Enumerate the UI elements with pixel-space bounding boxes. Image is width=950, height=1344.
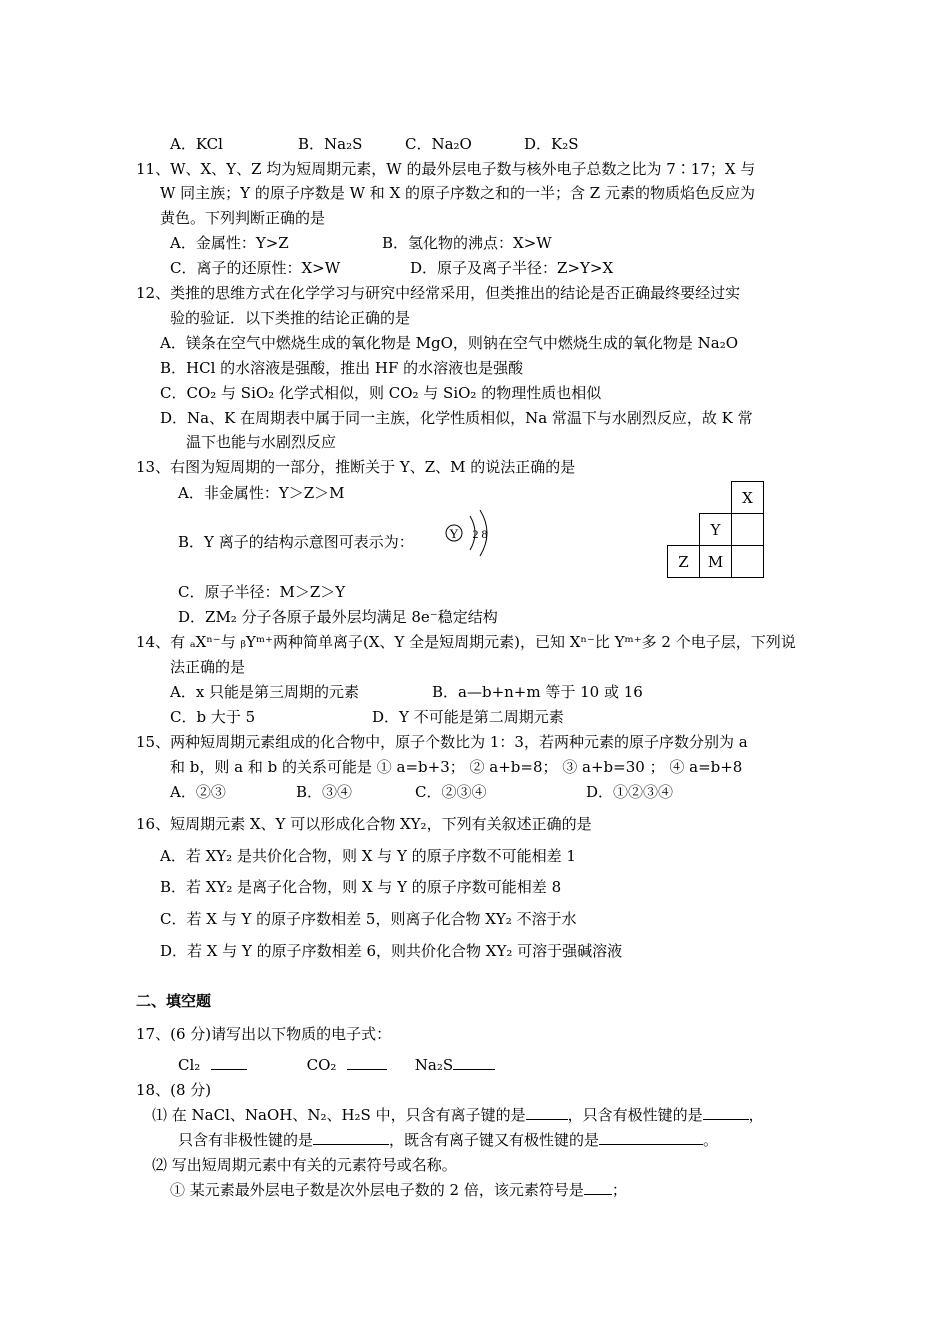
q18-part1-line2 — [178, 1130, 718, 1150]
q14-option-d: D．Y 不可能是第二周期元素 — [372, 708, 564, 726]
q17-stem: 17、(6 分)请写出以下物质的电子式： — [136, 1025, 392, 1043]
formula-cl2: Cl₂ — [178, 1056, 201, 1074]
formula-co2: CO₂ — [306, 1056, 337, 1074]
empty-cell — [668, 514, 700, 546]
q12-option-d-line2: 温下也能与水剧烈反应 — [186, 433, 337, 451]
answer-blank-ionic-only[interactable] — [526, 1105, 568, 1120]
empty-cell — [668, 482, 700, 514]
periodic-table-fragment — [667, 481, 771, 579]
q11-option-d: D．原子及离子半径：Z>Y>X — [410, 259, 614, 277]
ion-structure-diagram — [440, 508, 496, 560]
nucleus-symbol: Y — [449, 526, 459, 541]
q18-stem: 18、(8 分) — [136, 1081, 212, 1099]
q14-stem-line2: 法正确的是 — [170, 658, 246, 676]
q11-stem-line1: 11、W、X、Y、Z 均为短周期元素，W 的最外层电子数与核外电子总数之比为 7∶17；X 与 — [136, 160, 756, 178]
q18-part1-text-c: ， — [748, 1106, 764, 1124]
q18-part1-text-e: ，既含有离子键又有极性键的是 — [389, 1131, 600, 1149]
q18-part2-stem: ⑵ 写出短周期元素中有关的元素符号或名称。 — [152, 1156, 457, 1174]
q13-option-d: D．ZM₂ 分子各原子最外层均满足 8e⁻稳定结构 — [178, 608, 498, 626]
q12-stem-line1: 12、类推的思维方式在化学学习与研究中经常采用，但类推出的结论是否正确最终要经过实 — [136, 284, 741, 302]
q15-stem-line1: 15、两种短周期元素组成的化合物中，原子个数比为 1：3，若两种元素的原子序数分别为 a — [136, 733, 748, 751]
answer-blank-na2s[interactable] — [453, 1055, 495, 1070]
q12-option-b: B．HCl 的水溶液是强酸，推出 HF 的水溶液也是强酸 — [160, 359, 524, 377]
periodic-table-grid — [667, 481, 764, 578]
q12-option-d-line1: D．Na、K 在周期表中属于同一主族，化学性质相似，Na 常温下与水剧烈反应，故 K 常 — [160, 409, 753, 427]
section-heading: 二、填空题 — [136, 992, 212, 1010]
cell-z: Z — [668, 546, 700, 578]
answer-blank-nonpolar-only[interactable] — [313, 1130, 389, 1145]
q15-option-c: C．②③④ — [415, 783, 487, 801]
q11-option-a: A．金属性：Y>Z — [170, 234, 289, 252]
q17-blanks-row — [178, 1055, 495, 1075]
q10-option-b: B．Na₂S — [298, 135, 363, 153]
q13-option-a: A．非金属性：Y＞Z＞M — [178, 484, 345, 502]
q18-part1-text-d: 只含有非极性键的是 — [178, 1131, 314, 1149]
q10-option-d: D．K₂S — [524, 135, 579, 153]
q12-option-c: C．CO₂ 与 SiO₂ 化学式相似，则 CO₂ 与 SiO₂ 的物理性质也相似 — [160, 384, 602, 402]
q15-stem-line2: 和 b，则 a 和 b 的关系可能是 ① a=b+3； ② a+b=8； ③ a+b=30 ； ④ a=b+8 — [170, 758, 743, 776]
q12-stem-line2: 验的验证．以下类推的结论正确的是 — [170, 309, 411, 327]
cell-m: M — [700, 546, 732, 578]
formula-na2s: Na₂S — [414, 1056, 454, 1074]
q16-option-d: D．若 X 与 Y 的原子序数相差 6，则共价化合物 XY₂ 可溶于强碱溶液 — [160, 942, 623, 960]
q15-option-d: D．①②③④ — [586, 783, 674, 801]
answer-blank-cl2[interactable] — [211, 1055, 247, 1070]
q18-part1-line1 — [152, 1105, 764, 1125]
answer-blank-ionic-and-polar[interactable] — [599, 1130, 703, 1145]
q18-part1-text-b: ，只含有极性键的是 — [567, 1106, 703, 1124]
q14-option-a: A．x 只能是第三周期的元素 — [170, 683, 360, 701]
shell-electron-counts: 2 8 — [472, 527, 488, 541]
cell-blank — [732, 514, 764, 546]
q11-option-c: C．离子的还原性：X>W — [170, 259, 341, 277]
q14-option-c: C．b 大于 5 — [170, 708, 256, 726]
q11-stem-line2: W 同主族；Y 的原子序数是 W 和 X 的原子序数之和的一半；含 Z 元素的物质焰色反应为 — [160, 184, 755, 202]
answer-blank-element-symbol[interactable] — [584, 1180, 612, 1195]
answer-blank-polar-only[interactable] — [703, 1105, 749, 1120]
q11-option-b: B．氢化物的沸点：X>W — [382, 234, 552, 252]
cell-blank — [732, 546, 764, 578]
q12-option-a: A．镁条在空气中燃烧生成的氧化物是 MgO，则钠在空气中燃烧生成的氧化物是 Na₂O — [160, 334, 739, 352]
q18-part2-item1-text: ① 某元素最外层电子数是次外层电子数的 2 倍，该元素符号是 — [170, 1181, 584, 1199]
q18-part1-text-f: 。 — [703, 1131, 719, 1149]
q13-option-b: B．Y 离子的结构示意图可表示为： — [178, 533, 414, 551]
q11-stem-line3: 黄色。下列判断正确的是 — [160, 209, 326, 227]
q14-stem-line1: 14、有 ₐXⁿ⁻与 ᵦYᵐ⁺两种简单离子(X、Y 全是短周期元素)，已知 Xⁿ⁻比 Yᵐ⁺多 2 个电子层，下列说 — [136, 633, 796, 651]
ion-structure-svg — [440, 508, 496, 560]
cell-x: X — [732, 482, 764, 514]
q10-option-a: A．KCl — [170, 135, 223, 153]
q18-part2-item1 — [170, 1180, 627, 1200]
q16-stem: 16、短周期元素 X、Y 可以形成化合物 XY₂，下列有关叙述正确的是 — [136, 815, 592, 833]
q16-option-c: C．若 X 与 Y 的原子序数相差 5，则离子化合物 XY₂ 不溶于水 — [160, 910, 577, 928]
q14-option-b: B．a—b+n+m 等于 10 或 16 — [432, 683, 643, 701]
empty-cell — [700, 482, 732, 514]
q13-option-c: C．原子半径：M＞Z＞Y — [178, 583, 346, 601]
q15-option-b: B．③④ — [296, 783, 353, 801]
q16-option-b: B．若 XY₂ 是离子化合物，则 X 与 Y 的原子序数可能相差 8 — [160, 878, 562, 896]
q15-option-a: A．②③ — [170, 783, 226, 801]
q18-part2-item1-end: ； — [611, 1181, 627, 1199]
q18-part1-text-a: ⑴ 在 NaCl、NaOH、N₂、H₂S 中，只含有离子键的是 — [152, 1106, 526, 1124]
q10-option-c: C．Na₂O — [405, 135, 472, 153]
q16-option-a: A．若 XY₂ 是共价化合物，则 X 与 Y 的原子序数不可能相差 1 — [160, 847, 576, 865]
cell-y: Y — [700, 514, 732, 546]
q13-stem: 13、右图为短周期的一部分，推断关于 Y、Z、M 的说法正确的是 — [136, 458, 576, 476]
answer-blank-co2[interactable] — [347, 1055, 387, 1070]
